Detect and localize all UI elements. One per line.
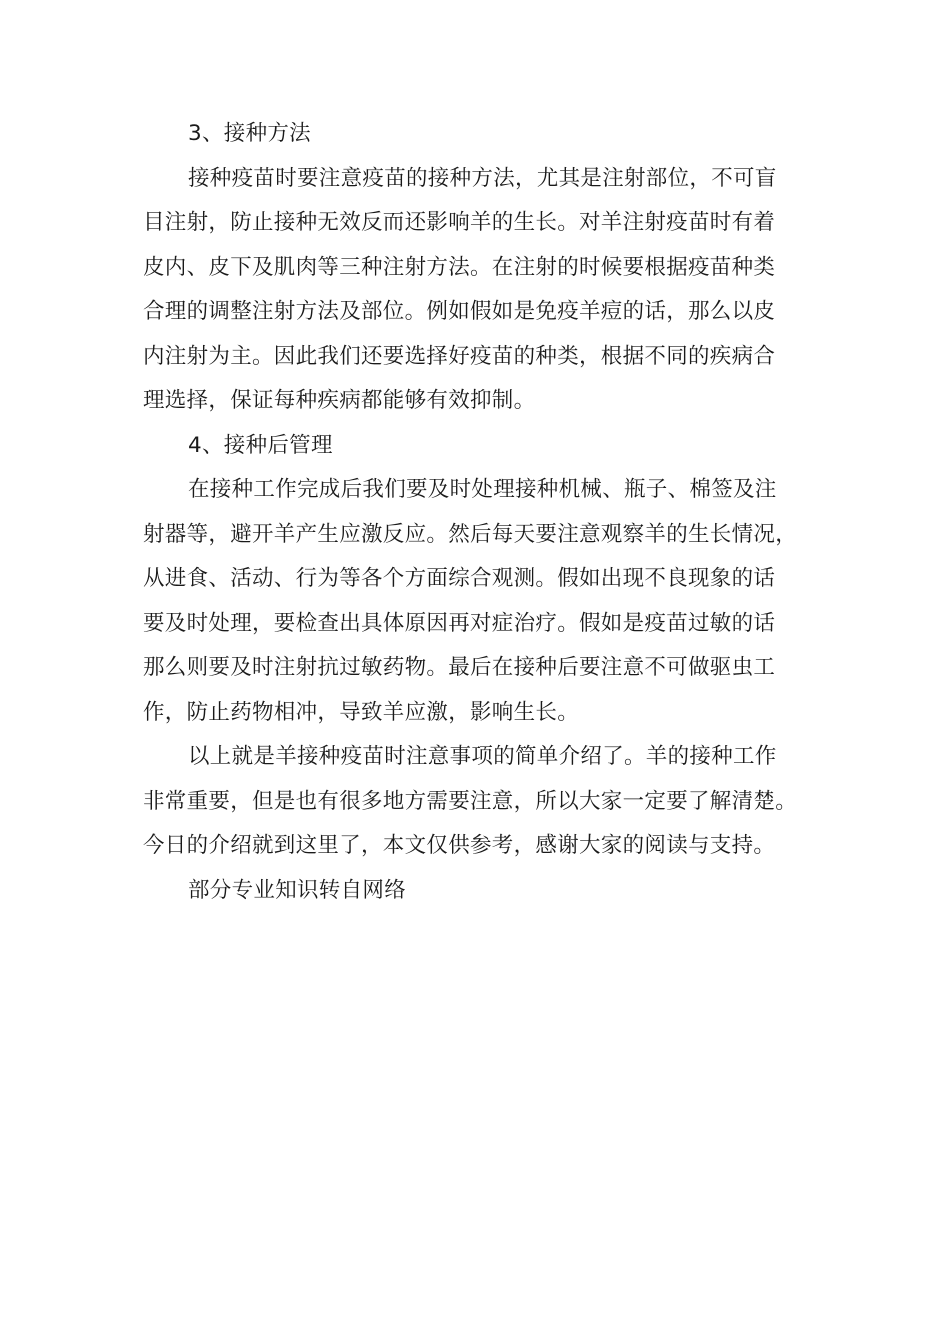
paragraph-line: 理选择，保证每种疾病都能够有效抑制。: [143, 388, 536, 413]
section-heading-aftercare: 4、接种后管理: [188, 432, 333, 458]
paragraph-line: 以上就是羊接种疫苗时注意事项的简单介绍了。羊的接种工作: [188, 744, 777, 769]
paragraph-line: 内注射为主。因此我们还要选择好疫苗的种类，根据不同的疾病合: [143, 343, 776, 369]
paragraph-line: 非常重要，但是也有很多地方需要注意，所以大家一定要了解清楚。: [143, 788, 798, 814]
paragraph-line: 今日的介绍就到这里了，本文仅供参考，感谢大家的阅读与支持。: [143, 833, 776, 858]
paragraph-line: 合理的调整注射方法及部位。例如假如是免疫羊痘的话，那么以皮: [143, 299, 776, 324]
paragraph-line: 那么则要及时注射抗过敏药物。最后在接种后要注意不可做驱虫工: [143, 655, 776, 680]
document-body: [143, 112, 833, 913]
section-heading-method: 3、接种方法: [188, 121, 311, 146]
paragraph-line: 在接种工作完成后我们要及时处理接种机械、瓶子、棉签及注: [188, 477, 777, 502]
paragraph-line: 皮内、皮下及肌肉等三种注射方法。在注射的时候要根据疫苗种类: [143, 254, 776, 280]
paragraph-line: 接种疫苗时要注意疫苗的接种方法，尤其是注射部位，不可盲: [188, 165, 777, 191]
source-note: 部分专业知识转自网络: [188, 877, 407, 903]
paragraph-line: 要及时处理，要检查出具体原因再对症治疗。假如是疫苗过敏的话: [143, 610, 776, 636]
paragraph-line: 从进食、活动、行为等各个方面综合观测。假如出现不良现象的话: [143, 566, 776, 591]
paragraph-line: 射器等，避开羊产生应激反应。然后每天要注意观察羊的生长情况，: [143, 521, 798, 547]
paragraph-line: 目注射，防止接种无效反而还影响羊的生长。对羊注射疫苗时有着: [143, 210, 776, 235]
paragraph-line: 作，防止药物相冲，导致羊应激，影响生长。: [143, 699, 580, 725]
